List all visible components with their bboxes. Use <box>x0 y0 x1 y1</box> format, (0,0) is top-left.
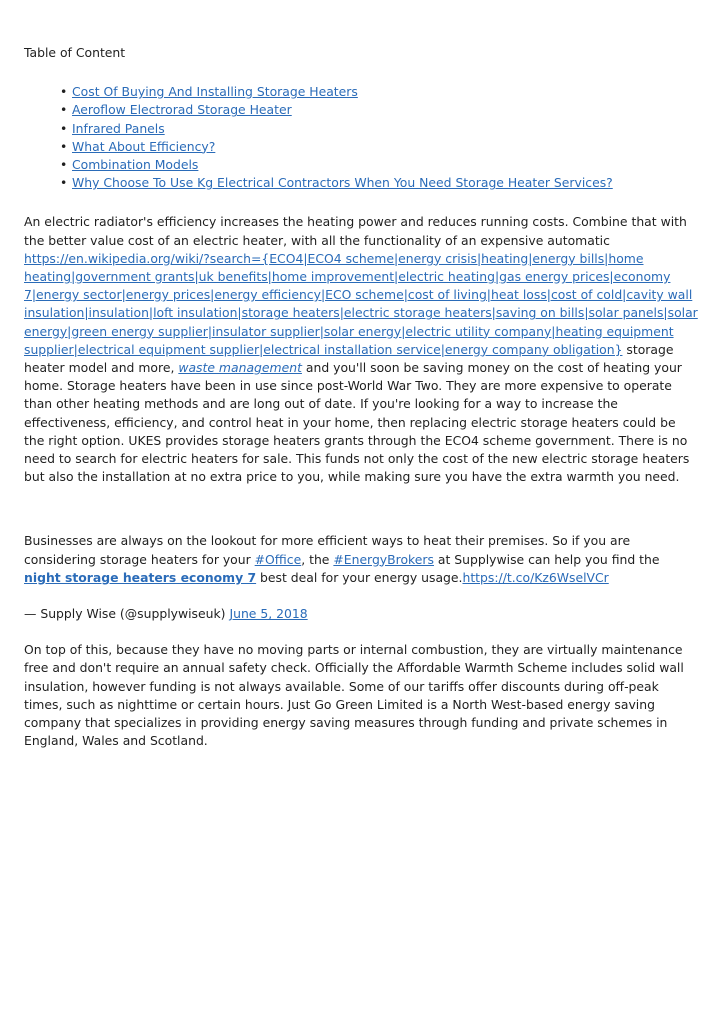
toc-item <box>60 174 698 192</box>
tweet-text: Businesses are always on the lookout for more efficient ways to heat their premises. So if you are considering storage heaters for your <box>24 533 631 567</box>
paragraph-text: and you'll soon be saving money on the cost of heating your home. Storage heaters have been in use since post-World War Two. They are more expensive to operate than other heating methods and are long out of date. If you're looking for a way to increase the effectiveness, efficiency, and control heat in your home, then replacing electric storage heaters could be the right option. UKES provides storage heaters grants through the ECO4 scheme government. There is no need to search for electric heaters for sale. This funds not only the cost of the new electric storage heaters but also the installation at no extra price to you, while making sure you have the extra warmth you need. <box>24 360 690 485</box>
tweet-text: best deal for your energy usage. <box>256 569 463 585</box>
toc-item <box>60 120 698 138</box>
paragraph-maintenance: On top of this, because they have no moving parts or internal combustion, they are virtually maintenance free and don't require an annual safety check. Officially the Affordable Warmth Scheme includes solid wall insulation, however funding is not always available. Some of our tariffs offer discounts during off-peak times, such as nighttime or certain hours. Just Go Green Limited is a North West-based energy saving company that specializes in providing energy saving measures through funding and private schemes in England, Wales and Scotland. <box>24 642 684 749</box>
hashtag-energybrokers-link[interactable]: #EnergyBrokers <box>333 551 434 567</box>
toc-title: Table of Content <box>24 45 126 60</box>
toc-link-efficiency[interactable]: What About Efficiency? <box>72 138 216 154</box>
toc-link-aeroflow[interactable]: Aeroflow Electrorad Storage Heater <box>72 102 292 118</box>
toc-link-combination[interactable]: Combination Models <box>72 157 199 173</box>
paragraph-intro <box>24 213 698 486</box>
night-storage-heaters-link[interactable]: night storage heaters economy 7 <box>24 569 257 585</box>
hashtag-office-link[interactable]: #Office <box>254 551 302 567</box>
wikipedia-search-link[interactable]: https://en.wikipedia.org/wiki/?search={ECO4|ECO4 scheme|energy crisis|heating|energy bills|home heating|government grants|uk benefits|home improvement|electric heating|gas energy prices|economy 7|energy sector|energy prices|energy efficiency|ECO scheme|cost of living|heat loss|cost of cold|cavity wall insulation|insulation|loft insulation|storage heaters|electric storage heaters|saving on bills|solar panels|solar energy|green energy supplier|insulator supplier|solar energy|electric utility company|heating equipment supplier|electrical equipment supplier|electrical installation service|energy company obligation} <box>24 250 698 357</box>
tweet-quote <box>24 532 698 587</box>
tweet-date-link[interactable]: June 5, 2018 <box>229 606 308 622</box>
toc-item <box>60 138 698 156</box>
attribution-text: — Supply Wise (@supplywiseuk) <box>24 606 230 622</box>
paragraph-text: storage heater model and more, <box>24 341 674 376</box>
tweet-attribution <box>24 605 698 623</box>
toc-link-infrared[interactable]: Infrared Panels <box>72 120 165 136</box>
toc-list <box>24 83 698 192</box>
toc-link-cost[interactable]: Cost Of Buying And Installing Storage Heaters <box>72 84 358 100</box>
toc-item <box>60 83 698 101</box>
paragraph-text: An electric radiator's efficiency increases the heating power and reduces running costs. Combine that with the better value cost of an electric heater, with all the functionality of an expensive automatic <box>24 214 687 248</box>
tweet-text: , the <box>301 551 334 567</box>
toc-item <box>60 101 698 119</box>
waste-management-link[interactable]: waste management <box>178 360 302 376</box>
toc-link-why-choose[interactable]: Why Choose To Use Kg Electrical Contractors When You Need Storage Heater Services? <box>72 175 613 191</box>
tweet-short-link[interactable]: https://t.co/Kz6WselVCr <box>462 569 609 585</box>
toc-item <box>60 156 698 174</box>
tweet-text: at Supplywise can help you find the <box>433 551 660 567</box>
